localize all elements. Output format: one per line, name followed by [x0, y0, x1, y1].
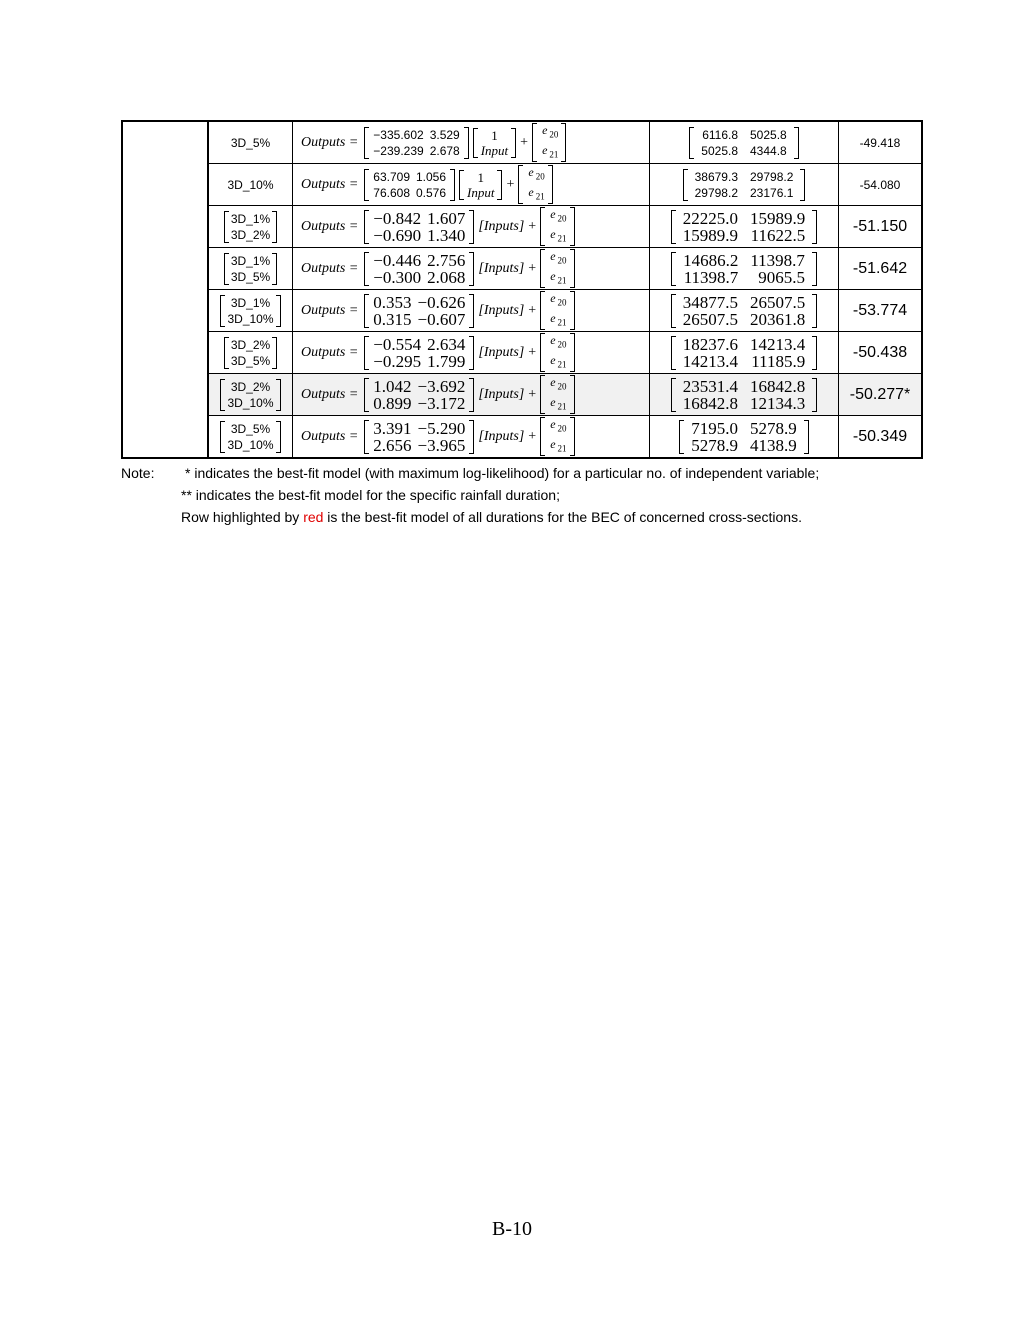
matrix-entry: 16842.8 — [750, 376, 806, 396]
error-term: e $_{21}$ — [528, 184, 545, 201]
matrix-entry: 2.678 — [429, 143, 460, 158]
matrix-entry: 18237.6 — [682, 334, 738, 354]
matrix-entry: 38679.3 — [694, 169, 738, 184]
covariance-matrix-cell — [650, 206, 839, 248]
bracket-right — [272, 337, 277, 369]
input-vector — [473, 128, 516, 158]
note-red-word: red — [303, 509, 324, 525]
matrix-entry: −0.295 — [373, 351, 422, 371]
bracket-right — [469, 336, 474, 370]
covariance-matrix — [671, 294, 818, 328]
independent-variable-cell — [208, 121, 293, 164]
matrix-entry: −0.690 — [373, 225, 422, 245]
error-term: e $_{20}$ — [550, 207, 567, 224]
inputs-vector: [Inputs] — [478, 386, 525, 402]
error-vector — [540, 291, 574, 330]
log-likelihood-cell: -51.642 — [839, 248, 923, 290]
error-vector — [518, 165, 552, 204]
plus-sign: + — [506, 176, 515, 192]
matrix-entry: 3D_1% — [230, 295, 271, 310]
independent-variable-cell — [208, 374, 293, 416]
covariance-matrix — [679, 420, 809, 454]
matrix-entry: −0.554 — [373, 334, 422, 354]
coefficient-matrix — [364, 336, 474, 370]
table-row — [122, 164, 922, 206]
error-term: e $_{21}$ — [550, 436, 567, 453]
inputs-vector: [Inputs] — [478, 218, 525, 234]
independent-variable-cell — [208, 416, 293, 459]
matrix-entry: 3D_5% — [230, 421, 271, 436]
matrix-entry: 14213.4 — [682, 351, 738, 371]
matrix-entry: 76.608 — [373, 185, 410, 200]
matrix-entry: 5025.8 — [750, 127, 787, 142]
covariance-matrix — [671, 252, 817, 286]
bracket-right — [794, 127, 799, 159]
bracket-right — [511, 128, 516, 158]
bracket-right — [469, 294, 474, 328]
matrix-entry: −239.239 — [373, 143, 424, 158]
covariance-matrix-cell — [650, 164, 839, 206]
error-vector — [532, 123, 566, 162]
variable-vector — [224, 337, 277, 369]
plus-sign: + — [528, 302, 537, 318]
matrix-entry: 63.709 — [373, 169, 410, 184]
matrix-entry: 4138.9 — [750, 435, 797, 455]
model-equation-cell — [293, 121, 650, 164]
matrix-entry: 5278.9 — [750, 418, 797, 438]
bracket-right — [276, 295, 281, 327]
matrix-entry: 3.391 — [373, 418, 412, 438]
table-row — [122, 248, 922, 290]
log-likelihood-cell: -53.774 — [839, 290, 923, 332]
variable-vector — [220, 295, 280, 327]
matrix-entry: 0.576 — [416, 185, 447, 200]
coefficient-matrix — [364, 420, 474, 454]
matrix-entry: 1 — [491, 127, 498, 143]
bracket-right — [469, 210, 474, 244]
error-term: e $_{21}$ — [550, 394, 567, 411]
inputs-vector: [Inputs] — [478, 428, 525, 444]
outputs-label: Outputs = — [301, 260, 359, 276]
variable-vector — [220, 379, 280, 411]
matrix-entry: 20361.8 — [750, 309, 806, 329]
bracket-right — [812, 252, 817, 286]
inputs-vector: [Inputs] — [478, 302, 525, 318]
matrix-entry: 0.899 — [373, 393, 412, 413]
independent-variable-cell — [208, 206, 293, 248]
matrix-entry: 22225.0 — [682, 208, 738, 228]
matrix-entry: 2.656 — [373, 435, 412, 455]
covariance-matrix — [671, 378, 818, 412]
bracket-right — [276, 379, 281, 411]
error-term: e $_{21}$ — [550, 310, 567, 327]
matrix-entry: 3D_1% — [230, 211, 271, 226]
matrix-entry: −0.842 — [373, 208, 422, 228]
matrix-entry: 3D_2% — [230, 227, 271, 242]
matrix-entry: 3.529 — [429, 127, 460, 142]
error-term: e $_{20}$ — [528, 165, 545, 182]
matrix-entry: −3.965 — [417, 435, 466, 455]
matrix-entry: −335.602 — [373, 127, 424, 142]
matrix-entry: 0.353 — [373, 292, 412, 312]
outputs-label: Outputs = — [301, 386, 359, 402]
matrix-entry: 29798.2 — [694, 185, 738, 200]
error-term: e $_{20}$ — [542, 123, 559, 140]
matrix-entry: 3D_5% — [230, 353, 271, 368]
matrix-entry: 11622.5 — [750, 225, 806, 245]
covariance-matrix — [689, 127, 798, 159]
matrix-entry: 5278.9 — [691, 435, 738, 455]
table-row — [122, 416, 922, 459]
matrix-entry: Input — [480, 142, 509, 158]
bracket-right — [497, 170, 502, 200]
input-vector — [459, 170, 502, 200]
outputs-label: Outputs = — [301, 134, 359, 150]
bracket-right — [804, 420, 809, 454]
variable-label: 3D_10% — [227, 177, 274, 192]
covariance-matrix — [683, 169, 806, 201]
merged-blank-cell — [122, 121, 208, 458]
outputs-label: Outputs = — [301, 176, 359, 192]
matrix-entry: 3D_2% — [230, 379, 271, 394]
matrix-entry: 16842.8 — [682, 393, 738, 413]
error-term: e $_{21}$ — [550, 268, 567, 285]
coefficient-matrix — [364, 378, 474, 412]
error-term: e $_{21}$ — [550, 352, 567, 369]
page-number: B-10 — [492, 1218, 532, 1240]
model-results-table — [121, 120, 923, 459]
matrix-entry: 23531.4 — [682, 376, 738, 396]
covariance-matrix-cell — [650, 416, 839, 459]
plus-sign: + — [520, 134, 529, 150]
matrix-entry: 2.068 — [427, 267, 466, 287]
matrix-entry: 1.042 — [373, 376, 412, 396]
table-row — [122, 290, 922, 332]
error-term: e $_{20}$ — [550, 291, 567, 308]
bracket-right — [812, 336, 817, 370]
log-likelihood-cell: -51.150 — [839, 206, 923, 248]
matrix-entry: 29798.2 — [750, 169, 794, 184]
matrix-entry: 3D_1% — [230, 253, 271, 268]
error-vector — [540, 417, 574, 456]
outputs-label: Outputs = — [301, 428, 359, 444]
error-term: e $_{21}$ — [550, 226, 567, 243]
log-likelihood-cell: -49.418 — [839, 121, 923, 164]
plus-sign: + — [528, 428, 537, 444]
covariance-matrix — [671, 336, 818, 370]
bracket-right — [812, 378, 817, 412]
matrix-entry: 1.607 — [427, 208, 466, 228]
matrix-entry: 0.315 — [373, 309, 412, 329]
independent-variable-cell — [208, 290, 293, 332]
note-label: Note: — [121, 465, 155, 481]
covariance-matrix — [671, 210, 818, 244]
matrix-entry: 3D_10% — [227, 395, 274, 410]
matrix-entry: 23176.1 — [750, 185, 794, 200]
table-row — [122, 374, 922, 416]
outputs-label: Outputs = — [301, 344, 359, 360]
matrix-entry: 2.634 — [427, 334, 466, 354]
model-equation-cell — [293, 332, 650, 374]
covariance-matrix-cell — [650, 121, 839, 164]
outputs-label: Outputs = — [301, 302, 359, 318]
log-likelihood-cell: -54.080 — [839, 164, 923, 206]
note-line-3-post: is the best-fit model of all durations for the BEC of concerned cross-sections. — [323, 509, 802, 525]
matrix-entry: 34877.5 — [682, 292, 738, 312]
model-equation-cell — [293, 416, 650, 459]
matrix-entry: 6116.8 — [702, 127, 738, 142]
log-likelihood-cell: -50.438 — [839, 332, 923, 374]
matrix-entry: 9065.5 — [758, 267, 805, 287]
variable-vector — [224, 253, 277, 285]
error-vector — [540, 375, 574, 414]
matrix-entry: −0.626 — [417, 292, 466, 312]
coefficient-matrix — [364, 169, 455, 201]
bracket-right — [800, 169, 805, 201]
matrix-entry: −0.300 — [373, 267, 422, 287]
matrix-entry: 26507.5 — [682, 309, 738, 329]
table-row — [122, 206, 922, 248]
coefficient-matrix — [364, 252, 474, 286]
independent-variable-cell — [208, 332, 293, 374]
bracket-right — [276, 421, 281, 453]
note-line-3 — [181, 506, 802, 528]
plus-sign: + — [528, 344, 537, 360]
coefficient-matrix — [364, 127, 468, 159]
error-term: e $_{20}$ — [550, 333, 567, 350]
matrix-entry: Input — [467, 184, 495, 200]
bracket-right — [272, 253, 277, 285]
note-line-3-pre: Row highlighted by — [181, 509, 304, 525]
variable-label: 3D_5% — [230, 135, 271, 150]
error-vector — [540, 207, 574, 246]
inputs-vector: [Inputs] — [478, 260, 525, 276]
matrix-entry: 1.340 — [427, 225, 466, 245]
model-equation-cell — [293, 164, 650, 206]
table-note — [121, 462, 819, 528]
outputs-label: Outputs = — [301, 218, 359, 234]
bracket-right — [469, 378, 474, 412]
matrix-entry: 11398.7 — [683, 267, 739, 287]
independent-variable-cell — [208, 164, 293, 206]
matrix-entry: 1 — [477, 169, 484, 185]
matrix-entry: 2.756 — [427, 250, 466, 270]
matrix-entry: 11185.9 — [751, 351, 806, 371]
matrix-entry: 14686.2 — [683, 250, 739, 270]
note-line-2: ** indicates the best-fit model for the specific rainfall duration; — [181, 487, 560, 503]
matrix-entry: 5025.8 — [701, 143, 738, 158]
matrix-entry: 3D_2% — [230, 337, 271, 352]
error-term: e $_{21}$ — [542, 142, 559, 159]
error-vector — [540, 333, 574, 372]
log-likelihood-cell: -50.277* — [839, 374, 923, 416]
matrix-entry: 1.056 — [416, 169, 447, 184]
covariance-matrix-cell — [650, 332, 839, 374]
bracket-right — [464, 127, 469, 159]
variable-vector — [220, 421, 280, 453]
matrix-entry: 26507.5 — [750, 292, 806, 312]
plus-sign: + — [528, 386, 537, 402]
bracket-right — [450, 169, 455, 201]
bracket-right — [812, 210, 817, 244]
table-row — [122, 332, 922, 374]
matrix-entry: 3D_10% — [227, 437, 274, 452]
error-term: e $_{20}$ — [550, 375, 567, 392]
model-equation-cell — [293, 374, 650, 416]
variable-vector — [224, 211, 277, 243]
bracket-right — [272, 211, 277, 243]
note-line-1: * indicates the best-fit model (with maximum log-likelihood) for a particular no. of independent variable; — [185, 465, 820, 481]
matrix-entry: 1.799 — [427, 351, 466, 371]
plus-sign: + — [528, 260, 537, 276]
error-term: e $_{20}$ — [550, 249, 567, 266]
table-row — [122, 121, 922, 164]
matrix-entry: 14213.4 — [750, 334, 806, 354]
covariance-matrix-cell — [650, 374, 839, 416]
plus-sign: + — [528, 218, 537, 234]
matrix-entry: −3.692 — [417, 376, 466, 396]
matrix-entry: 3D_10% — [227, 311, 274, 326]
matrix-entry: −0.446 — [373, 250, 422, 270]
matrix-entry: −0.607 — [417, 309, 466, 329]
matrix-entry: 7195.0 — [691, 418, 738, 438]
error-vector — [540, 249, 574, 288]
model-equation-cell — [293, 290, 650, 332]
bracket-right — [812, 294, 817, 328]
coefficient-matrix — [364, 210, 474, 244]
matrix-entry: 15989.9 — [750, 208, 806, 228]
matrix-entry: 11398.7 — [750, 250, 805, 270]
log-likelihood-cell: -50.349 — [839, 416, 923, 459]
covariance-matrix-cell — [650, 290, 839, 332]
matrix-entry: −5.290 — [417, 418, 466, 438]
inputs-vector: [Inputs] — [478, 344, 525, 360]
bracket-right — [469, 252, 474, 286]
error-term: e $_{20}$ — [550, 417, 567, 434]
matrix-entry: 3D_5% — [230, 269, 271, 284]
independent-variable-cell — [208, 248, 293, 290]
matrix-entry: 4344.8 — [750, 143, 787, 158]
matrix-entry: 15989.9 — [682, 225, 738, 245]
matrix-entry: 12134.3 — [750, 393, 806, 413]
covariance-matrix-cell — [650, 248, 839, 290]
model-equation-cell — [293, 248, 650, 290]
model-equation-cell — [293, 206, 650, 248]
bracket-right — [469, 420, 474, 454]
coefficient-matrix — [364, 294, 474, 328]
matrix-entry: −3.172 — [417, 393, 466, 413]
